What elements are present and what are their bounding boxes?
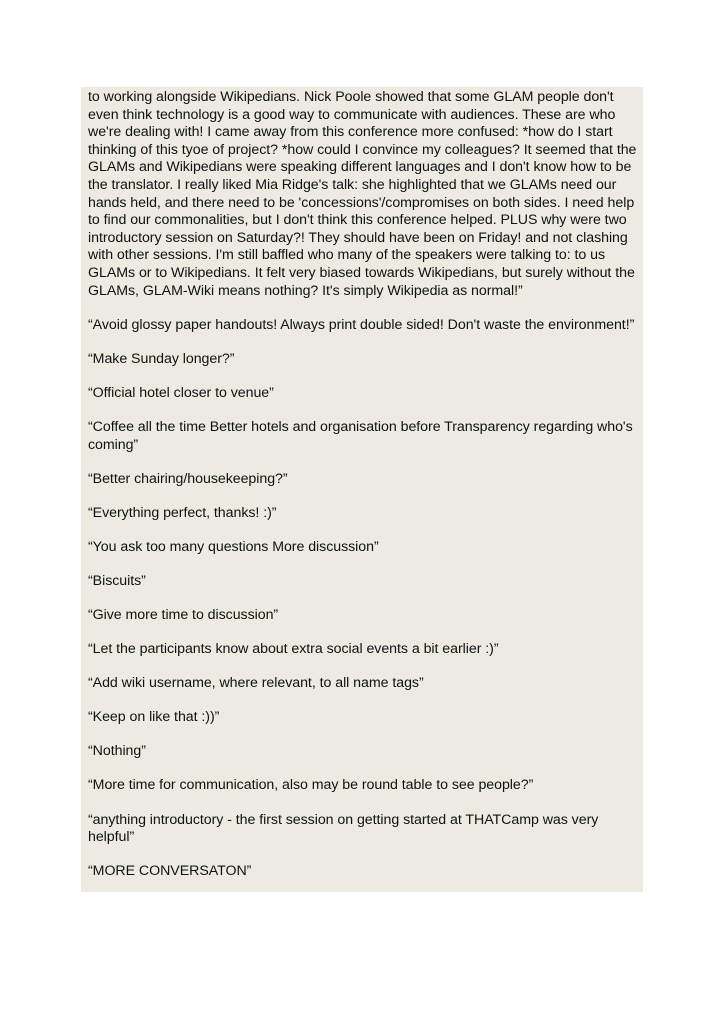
feedback-quote-7: “You ask too many questions More discussion” — [88, 538, 379, 555]
feedback-quote-5: “Better chairing/housekeeping?” — [88, 470, 288, 487]
feedback-quote-8: “Biscuits” — [88, 572, 146, 589]
feedback-quote-14: “More time for communication, also may be round table to see people?” — [88, 777, 534, 794]
feedback-quote-15: “anything introductory - the first session on getting started at THATCamp was very helpful” — [88, 811, 599, 846]
feedback-quote-11: “Add wiki username, where relevant, to all name tags” — [88, 675, 424, 692]
feedback-text-block — [81, 87, 643, 892]
feedback-quote-16: “MORE CONVERSATON” — [88, 863, 252, 880]
feedback-quote-4: “Coffee all the time Better hotels and organisation before Transparency regarding who's coming” — [88, 418, 633, 453]
feedback-quote-10: “Let the participants know about extra social events a bit earlier :)” — [88, 641, 499, 658]
lead-paragraph: to working alongside Wikipedians. Nick Poole showed that some GLAM people don't even think technology is a good way to communicate with audiences. These are who we're dealing with! I came away from this conference more confused: *how do I start thinking of this tyoe of project? *how could I convince my colleagues? It seemed that the GLAMs and Wikipedians were speaking different languages and I don't know how to be the translator. I really liked Mia Ridge's talk: she highlighted that we GLAMs need our hands held, and there need to be 'concessions'/compromises on both sides. I need help to find our commonalities, but I don't think this conference helped. PLUS why were two introductory session on Saturday?! They should have been on Friday! and not clashing with other sessions. I'm still baffled who many of the speakers were talking to: to us GLAMs or to Wikipedians. It felt very biased towards Wikipedians, but surely without the GLAMs, GLAM-Wiki means nothing? It's simply Wikipedia as normal!” — [88, 89, 637, 299]
feedback-quote-2: “Make Sunday longer?” — [88, 350, 235, 367]
feedback-quote-6: “Everything perfect, thanks! :)” — [88, 504, 277, 521]
feedback-quote-3: “Official hotel closer to venue” — [88, 384, 274, 401]
feedback-quote-13: “Nothing” — [88, 743, 146, 760]
feedback-quote-1: “Avoid glossy paper handouts! Always print double sided! Don't waste the environment!” — [88, 316, 635, 333]
feedback-quote-9: “Give more time to discussion” — [88, 606, 279, 623]
feedback-quote-12: “Keep on like that :))” — [88, 709, 220, 726]
